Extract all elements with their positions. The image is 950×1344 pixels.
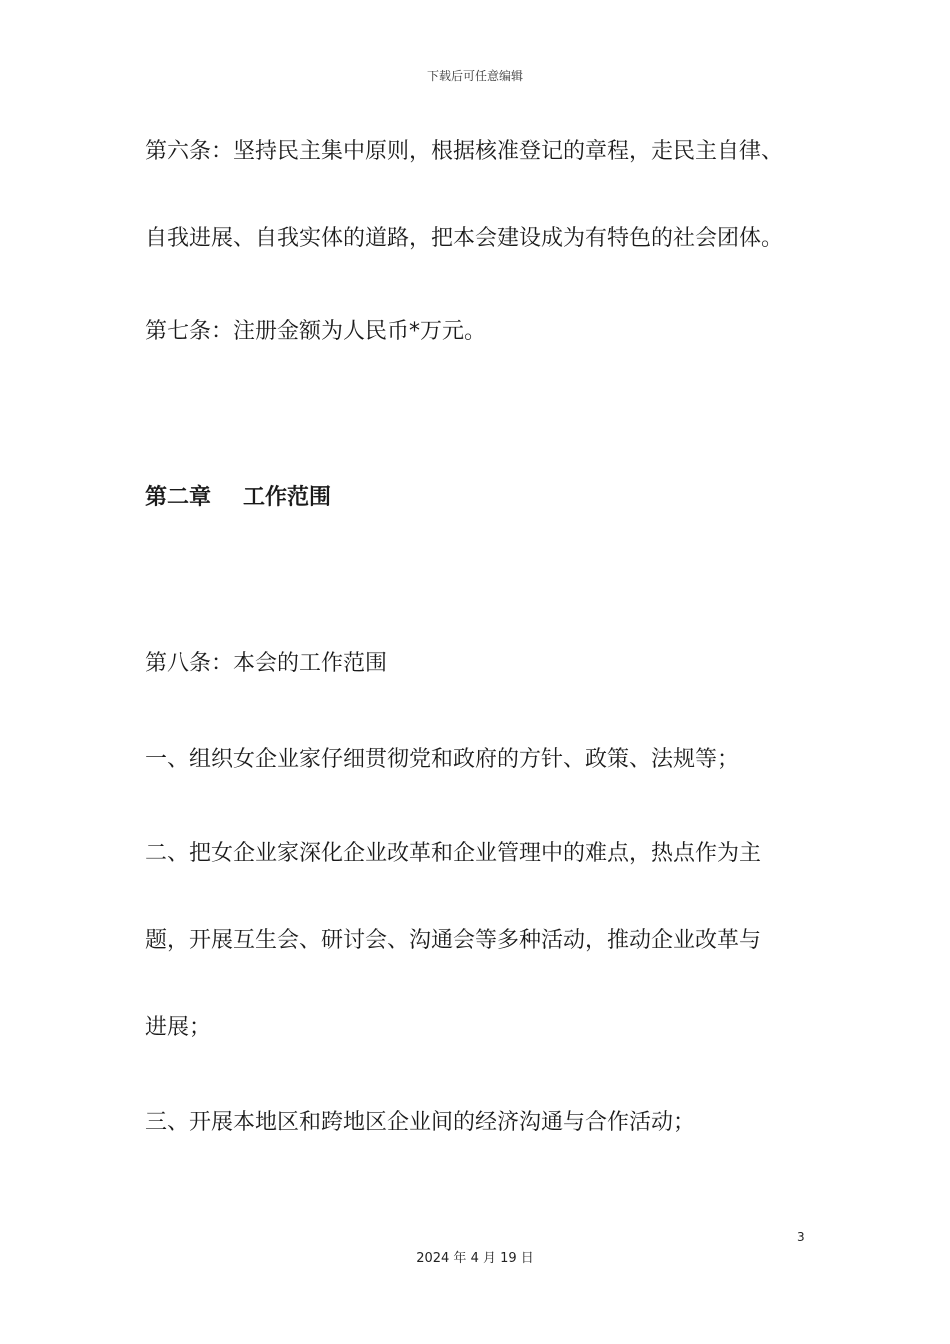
header-note: 下载后可任意编辑 [426,69,523,83]
chapter-heading [145,483,331,513]
footer-date: 2024 年 4 月 19 日 [416,1251,534,1266]
chapter-title: 工作范围 [243,485,332,510]
article-8-item-2-line-1: 二、把女企业家深化企业改革和企业管理中的难点，热点作为主 [145,841,762,866]
article-7: 第七条：注册金额为人民币*万元。 [145,319,487,344]
chapter-number: 第二章 [145,485,212,510]
article-8-item-3: 三、开展本地区和跨地区企业间的经济沟通与合作活动； [145,1110,696,1135]
article-8-title: 第八条：本会的工作范围 [145,651,388,676]
article-6-line-2: 自我进展、自我实体的道路，把本会建设成为有特色的社会团体。 [145,226,784,251]
article-8-item-2-line-3: 进展； [145,1015,212,1040]
article-8-item-1: 一、组织女企业家仔细贯彻党和政府的方针、政策、法规等； [145,747,740,772]
article-6-line-1: 第六条：坚持民主集中原则，根据核准登记的章程，走民主自律、 [145,139,784,164]
page-number: 3 [797,1230,805,1244]
article-8-item-2-line-2: 题，开展互生会、研讨会、沟通会等多种活动，推动企业改革与 [145,928,762,953]
